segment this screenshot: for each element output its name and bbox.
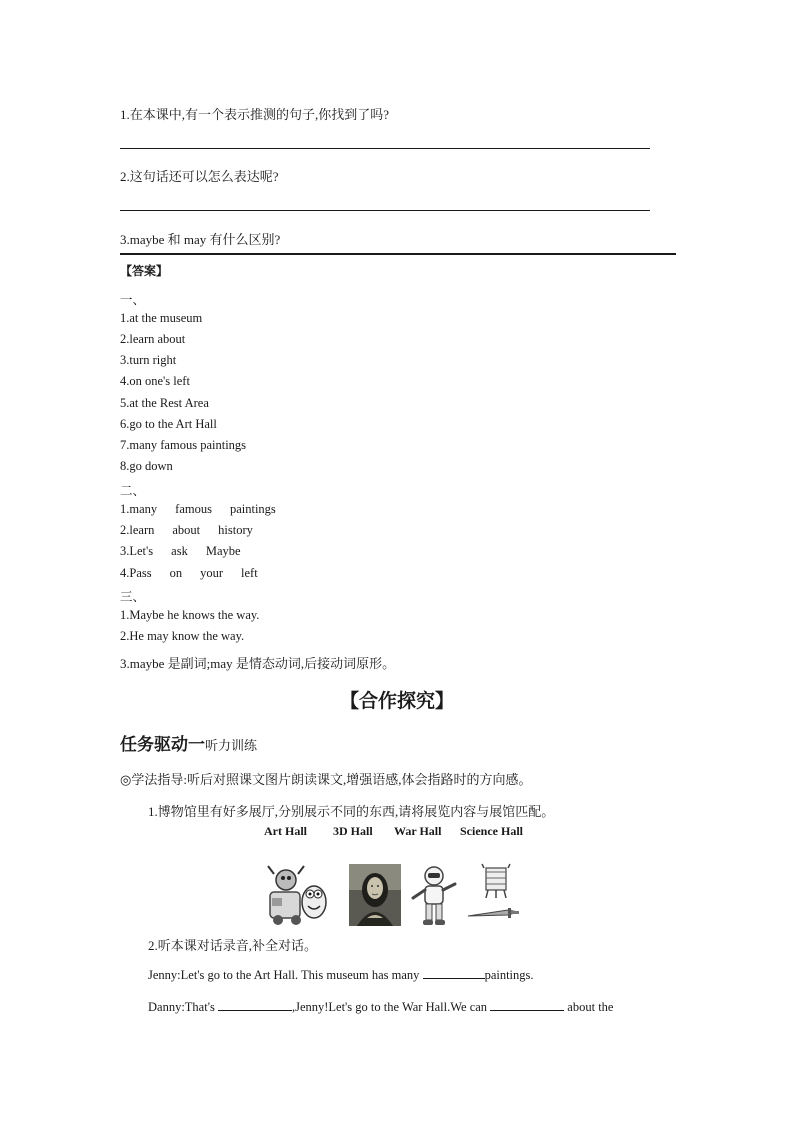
hall-label-art: Art Hall xyxy=(264,824,307,838)
dialogue-line-jenny: Jenny:Let's go to the Art Hall. This museum has many paintings. xyxy=(148,968,534,982)
answers-part3-label: 三、 xyxy=(120,590,146,604)
answer-item: 3.turn right xyxy=(120,353,177,367)
answers-heading: 【答案】 xyxy=(120,264,169,278)
answer-item: 1.many famous paintings xyxy=(120,502,276,516)
answer-line-2 xyxy=(120,210,650,211)
question-3: 3.maybe 和 may 有什么区别? xyxy=(120,232,281,247)
answer-item: 1.at the museum xyxy=(120,311,203,325)
answer-item: 3.Let's ask Maybe xyxy=(120,544,241,558)
mona-lisa-painting-image xyxy=(349,864,401,926)
answer-item: 2.He may know the way. xyxy=(120,629,245,643)
study-guide: ◎学法指导:听后对照课文图片朗读课文,增强语感,体会指路时的方向感。 xyxy=(120,772,532,787)
answer-item: 5.at the Rest Area xyxy=(120,396,209,410)
section-divider xyxy=(120,253,676,255)
exercise-1-prompt: 1.博物馆里有好多展厅,分别展示不同的东西,请将展览内容与展馆匹配。 xyxy=(148,804,555,819)
answer-item: 2.learn about xyxy=(120,332,186,346)
fill-blank[interactable] xyxy=(490,998,564,1011)
question-1: 1.在本课中,有一个表示推测的句子,你找到了吗? xyxy=(120,107,390,122)
answer-item: 4.Pass on your left xyxy=(120,566,258,580)
task-heading: 任务驱动一听力训练 xyxy=(120,735,258,755)
hall-label-3d: 3D Hall xyxy=(333,824,373,838)
answer-item: 6.go to the Art Hall xyxy=(120,417,217,431)
question-2: 2.这句话还可以怎么表达呢? xyxy=(120,169,279,184)
answers-part2-label: 二、 xyxy=(120,484,146,498)
answer-item: 3.maybe 是副词;may 是情态动词,后接动词原形。 xyxy=(120,656,396,671)
hall-label-war: War Hall xyxy=(394,824,442,838)
dialogue-line-danny: Danny:That's ,Jenny!Let's go to the War Hall.We can about the xyxy=(148,1000,614,1014)
answer-item: 1.Maybe he knows the way. xyxy=(120,608,260,622)
fill-blank[interactable] xyxy=(423,966,485,979)
fill-blank[interactable] xyxy=(218,998,292,1011)
answers-part1-label: 一、 xyxy=(120,293,146,307)
hall-label-science: Science Hall xyxy=(460,824,523,838)
answer-item: 8.go down xyxy=(120,459,173,473)
section-title: 【合作探究】 xyxy=(339,690,454,712)
bronze-artifact-and-sword-image xyxy=(464,862,524,928)
exercise-2-prompt: 2.听本课对话录音,补全对话。 xyxy=(148,938,318,953)
answer-item: 2.learn about history xyxy=(120,523,253,537)
answer-item: 7.many famous paintings xyxy=(120,438,247,452)
cartoon-characters-image xyxy=(266,862,332,928)
robot-image xyxy=(409,864,459,928)
answer-line-1 xyxy=(120,148,650,149)
answer-item: 4.on one's left xyxy=(120,374,190,388)
